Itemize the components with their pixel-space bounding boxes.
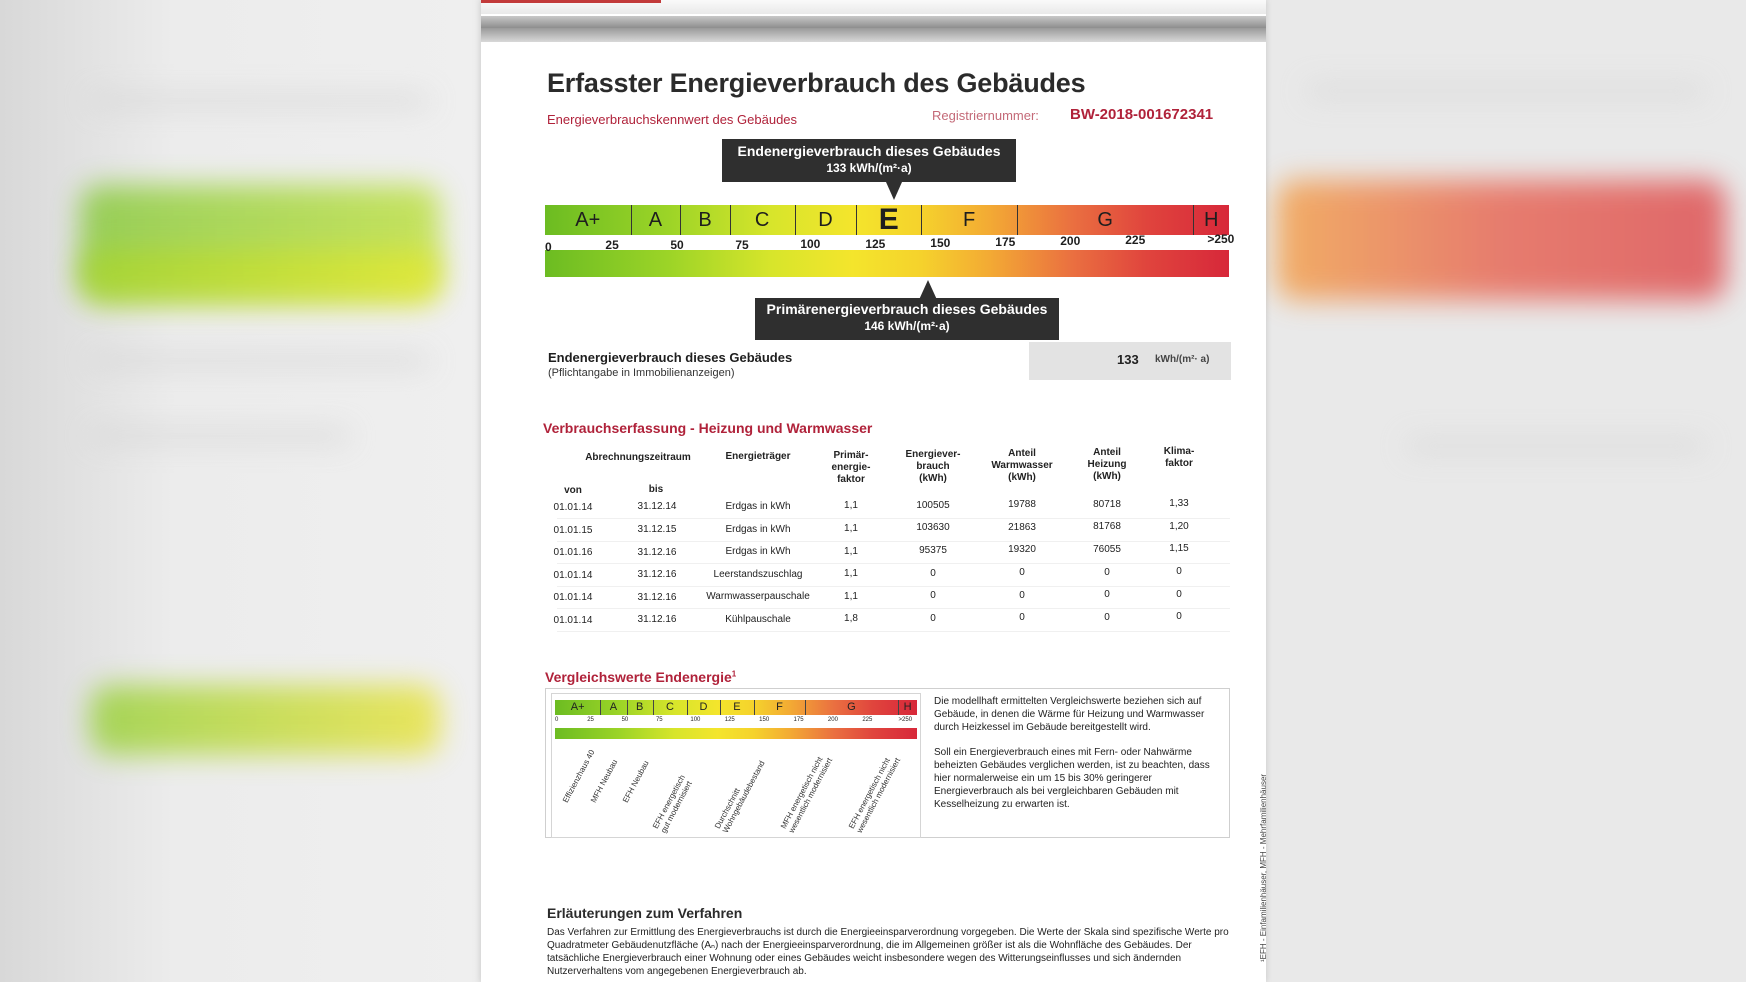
primary-callout-value: 146 kWh/(m²·a) bbox=[864, 319, 950, 333]
header-to: bis bbox=[648, 484, 664, 495]
grade-separator bbox=[921, 205, 922, 235]
reference-label: EFH energetisch nicht wesentlich modernisiert bbox=[847, 756, 903, 835]
endenergy-callout-value: 133 kWh/(m²·a) bbox=[826, 161, 912, 175]
scale-tick: 100 bbox=[800, 237, 821, 251]
grade-separator bbox=[631, 205, 632, 235]
mini-grade-separator bbox=[805, 700, 806, 715]
mini-grade-separator bbox=[653, 700, 654, 715]
cell-primary-factor: 1,1 bbox=[844, 500, 858, 512]
footnote-side: ¹EFH - Einfamilienhäuser, MFH - Mehrfamilienhäuser bbox=[1259, 773, 1268, 962]
background-blur-line bbox=[90, 430, 350, 442]
footnote-mark: 1 bbox=[731, 669, 737, 679]
scale-tick: 25 bbox=[605, 238, 619, 252]
mini-grade-separator bbox=[720, 700, 721, 715]
cell-warmwater: 19788 bbox=[1008, 499, 1036, 511]
mini-scale-tick: 200 bbox=[827, 717, 838, 723]
cell-primary-factor: 1,8 bbox=[844, 613, 858, 625]
cell-heating: 76055 bbox=[1093, 543, 1121, 555]
mini-scale-tick: 225 bbox=[862, 717, 873, 723]
header-consumption: Energiever- brauch (kWh) bbox=[905, 449, 961, 484]
mini-grade-separator bbox=[627, 700, 628, 715]
mini-scale-tick: 75 bbox=[655, 717, 663, 723]
cell-carrier: Kühlpauschale bbox=[725, 613, 791, 625]
cell-warmwater: 0 bbox=[1019, 612, 1025, 624]
scale-tick: 175 bbox=[995, 235, 1016, 249]
header-warmwater: Anteil Warmwasser (kWh) bbox=[991, 448, 1053, 483]
header-heating: Anteil Heizung (kWh) bbox=[1087, 447, 1127, 482]
cell-carrier: Erdgas in kWh bbox=[725, 546, 791, 558]
cell-to: 31.12.16 bbox=[637, 591, 677, 603]
cell-carrier: Warmwasserpauschale bbox=[706, 591, 810, 603]
cell-heating: 80718 bbox=[1093, 498, 1121, 510]
endenergy-summary-note: (Pflichtangabe in Immobilienanzeigen) bbox=[548, 367, 735, 379]
cell-to: 31.12.14 bbox=[637, 501, 677, 513]
background-blur-line bbox=[90, 355, 430, 367]
cell-consumption: 100505 bbox=[916, 499, 950, 511]
cell-from: 01.01.14 bbox=[553, 615, 593, 626]
scale-tick: 0 bbox=[545, 240, 552, 254]
scale-tick: 150 bbox=[930, 236, 951, 250]
header-accent bbox=[481, 0, 661, 3]
comparison-text-1: Die modellhaft ermittelten Vergleichswerte beziehen sich auf Gebäude, in denen die Wärme für Heizung und Warmwasser durch Heizkessel im Gebäude bereitgestellt wird. bbox=[934, 696, 1205, 733]
grade-separator bbox=[795, 205, 796, 235]
reference-label: EFH Neubau bbox=[621, 759, 651, 805]
cell-heating: 81768 bbox=[1093, 521, 1121, 533]
mini-grade-separator bbox=[898, 700, 899, 715]
grade-separator bbox=[1193, 205, 1194, 235]
cell-consumption: 0 bbox=[930, 612, 936, 624]
grade-b: B bbox=[698, 209, 712, 231]
mini-grade-e: E bbox=[733, 701, 741, 713]
cell-heating: 0 bbox=[1104, 611, 1110, 623]
energy-certificate-page bbox=[481, 0, 1266, 982]
header-from: von bbox=[564, 485, 582, 496]
cell-climate-factor: 0 bbox=[1176, 611, 1182, 623]
mini-grade-separator bbox=[600, 700, 601, 715]
consumption-heading: Verbrauchserfassung - Heizung und Warmwasser bbox=[543, 420, 873, 436]
header-primary-factor: Primär- energie- faktor bbox=[831, 450, 871, 485]
mini-grade-d: D bbox=[699, 701, 708, 713]
mini-grade-g: G bbox=[847, 701, 856, 713]
comparison-description bbox=[934, 695, 1224, 823]
primary-callout-title: Primärenergieverbrauch dieses Gebäudes bbox=[766, 301, 1048, 317]
mini-scale-tick: 150 bbox=[759, 717, 770, 723]
cell-warmwater: 19320 bbox=[1008, 544, 1036, 556]
scale-tick: 50 bbox=[670, 238, 684, 252]
registration-label: Registriernummer: bbox=[932, 108, 1039, 123]
mini-grade-c: C bbox=[665, 701, 674, 713]
energy-scale-bar-lower bbox=[545, 250, 1229, 277]
background-blur-line bbox=[1306, 85, 1706, 97]
mini-grade-aplus: A+ bbox=[570, 701, 585, 713]
scale-tick: 125 bbox=[865, 237, 886, 251]
mini-grade-b: B bbox=[636, 701, 644, 713]
grade-g: G bbox=[1097, 209, 1113, 231]
cell-from: 01.01.14 bbox=[553, 502, 593, 513]
scale-tick: >250 bbox=[1207, 232, 1235, 246]
cell-to: 31.12.16 bbox=[637, 569, 677, 581]
mini-grade-separator bbox=[754, 700, 755, 715]
reference-label: EFH energetisch gut modernisiert bbox=[651, 773, 694, 835]
explanation-heading: Erläuterungen zum Verfahren bbox=[547, 905, 743, 921]
cell-heating: 0 bbox=[1104, 566, 1110, 578]
grade-separator bbox=[730, 205, 731, 235]
mini-grade-a: A bbox=[609, 701, 618, 713]
cell-to: 31.12.16 bbox=[637, 546, 677, 558]
grade-separator bbox=[1017, 205, 1018, 235]
cell-from: 01.01.14 bbox=[553, 592, 593, 604]
reference-label: Effizienzhaus 40 bbox=[561, 748, 597, 805]
cell-climate-factor: 1,20 bbox=[1169, 520, 1189, 532]
background-blur-line bbox=[1406, 440, 1706, 452]
mini-scale-tick: 25 bbox=[587, 717, 594, 723]
cell-from: 01.01.16 bbox=[553, 547, 593, 559]
cell-heating: 0 bbox=[1104, 589, 1110, 601]
cell-primary-factor: 1,1 bbox=[844, 522, 858, 534]
comparison-heading bbox=[545, 669, 736, 685]
endenergy-value: 133 bbox=[1117, 352, 1139, 367]
cell-primary-factor: 1,1 bbox=[844, 545, 858, 557]
cell-carrier: Erdgas in kWh bbox=[725, 500, 791, 512]
cell-climate-factor: 0 bbox=[1176, 565, 1182, 577]
row-divider bbox=[557, 631, 1230, 632]
cell-consumption: 95375 bbox=[919, 545, 947, 556]
cell-warmwater: 21863 bbox=[1008, 521, 1036, 533]
header-period: Abrechnungszeitraum bbox=[585, 452, 691, 463]
comparison-heading-text: Vergleichswerte Endenergie bbox=[545, 669, 732, 685]
endenergy-callout bbox=[722, 139, 1016, 182]
cell-from: 01.01.15 bbox=[553, 524, 593, 536]
mini-scale-tick: 0 bbox=[555, 717, 559, 723]
energy-scale-bar bbox=[545, 205, 1229, 235]
cell-climate-factor: 1,15 bbox=[1169, 543, 1189, 555]
mini-scale-tick: >250 bbox=[898, 717, 913, 723]
cell-carrier: Erdgas in kWh bbox=[725, 523, 791, 535]
cell-to: 31.12.16 bbox=[637, 614, 677, 626]
mini-scale-tick: 100 bbox=[690, 717, 701, 723]
grade-c: C bbox=[754, 209, 770, 231]
grade-d: D bbox=[818, 209, 833, 231]
endenergy-marker bbox=[886, 182, 902, 200]
grade-a: A bbox=[648, 209, 663, 231]
scale-tick: 225 bbox=[1125, 233, 1146, 247]
header-carrier: Energieträger bbox=[725, 451, 791, 462]
cell-primary-factor: 1,1 bbox=[844, 568, 858, 580]
comparison-text-2: Soll ein Energieverbrauch eines mit Fern- oder Nahwärme beheizten Gebäudes verglichen werden, ist zu beachten, dass hier normalerweise ein um 15 bis 30% geringerer Energieverbrauch als bei vergleichbaren Gebäuden mit Kesselheizung zu erwarten ist. bbox=[934, 747, 1210, 810]
grade-aplus: A+ bbox=[575, 209, 601, 231]
reference-label: MFH energetisch nicht wesentlich modernisiert bbox=[779, 755, 835, 835]
explanation-text: Das Verfahren zur Ermittlung des Energieverbrauchs ist durch die Energieeinsparverordnung vorgegeben. Die Werte der Skala sind spezifische Werte pro Quadratmeter Gebäudenutzfläche (Aₙ) nach der Energieeinsparverordnung, die im Allgemeinen größer ist als die Wohnfläche des Gebäudes. Der tatsächliche Energieverbrauch einer Wohnung oder eines Gebäudes weicht insbesondere wegen des Witterungseinflusses und sich ändernden Nutzerverhaltens vom angegebenen Energieverbrauch ab. bbox=[547, 927, 1229, 977]
mini-grade-separator bbox=[687, 700, 688, 715]
mini-grade-f: F bbox=[776, 701, 783, 713]
grade-e: E bbox=[878, 203, 899, 236]
cell-warmwater: 0 bbox=[1019, 567, 1025, 579]
grade-h: H bbox=[1203, 209, 1219, 231]
header-band bbox=[481, 16, 1266, 28]
background-blur-green-lower bbox=[90, 685, 440, 755]
mini-grade-h: H bbox=[903, 701, 912, 713]
cell-primary-factor: 1,1 bbox=[844, 590, 858, 602]
comparison-scale-bar bbox=[555, 700, 917, 715]
grade-separator bbox=[856, 205, 857, 235]
mini-scale-tick: 175 bbox=[793, 717, 804, 723]
grade-f: F bbox=[962, 209, 976, 231]
header-climate-factor: Klima- faktor bbox=[1163, 446, 1195, 469]
mini-scale-tick: 125 bbox=[724, 717, 735, 723]
scale-tick: 75 bbox=[735, 238, 749, 252]
row-divider bbox=[557, 541, 1230, 542]
grade-separator bbox=[680, 205, 681, 235]
reference-label: Durchschnitt Wohngebäudebestand bbox=[713, 759, 767, 835]
row-divider bbox=[557, 518, 1230, 519]
row-divider bbox=[557, 563, 1230, 564]
header-band bbox=[481, 28, 1266, 42]
cell-carrier: Leerstandszuschlag bbox=[713, 568, 803, 580]
section-subtitle: Energieverbrauchskennwert des Gebäudes bbox=[547, 112, 798, 127]
page-title: Erfasster Energieverbrauch des Gebäudes bbox=[547, 68, 1086, 98]
registration-number: BW-2018-001672341 bbox=[1070, 106, 1214, 123]
background-blur-line bbox=[90, 95, 430, 107]
primary-energy-callout bbox=[755, 298, 1059, 340]
reference-label: MFH Neubau bbox=[589, 757, 620, 805]
cell-climate-factor: 0 bbox=[1176, 588, 1182, 600]
background-blur-yellow bbox=[80, 250, 440, 305]
endenergy-summary-label: Endenergieverbrauch dieses Gebäudes bbox=[548, 350, 793, 365]
row-divider bbox=[557, 586, 1230, 587]
cell-climate-factor: 1,33 bbox=[1169, 498, 1189, 510]
cell-consumption: 0 bbox=[930, 567, 936, 579]
cell-from: 01.01.14 bbox=[553, 569, 593, 581]
cell-consumption: 0 bbox=[930, 590, 936, 602]
comparison-scale-bar-lower bbox=[555, 728, 917, 739]
endenergy-callout-title: Endenergieverbrauch dieses Gebäudes bbox=[737, 143, 1001, 159]
cell-warmwater: 0 bbox=[1019, 589, 1025, 601]
endenergy-unit: kWh/(m²· a) bbox=[1155, 354, 1210, 365]
mini-scale-tick: 50 bbox=[621, 717, 629, 723]
cell-consumption: 103630 bbox=[916, 522, 950, 534]
background-blur-red bbox=[1276, 180, 1726, 300]
scale-tick: 200 bbox=[1060, 234, 1081, 248]
cell-to: 31.12.15 bbox=[637, 524, 677, 536]
row-divider bbox=[557, 608, 1230, 609]
